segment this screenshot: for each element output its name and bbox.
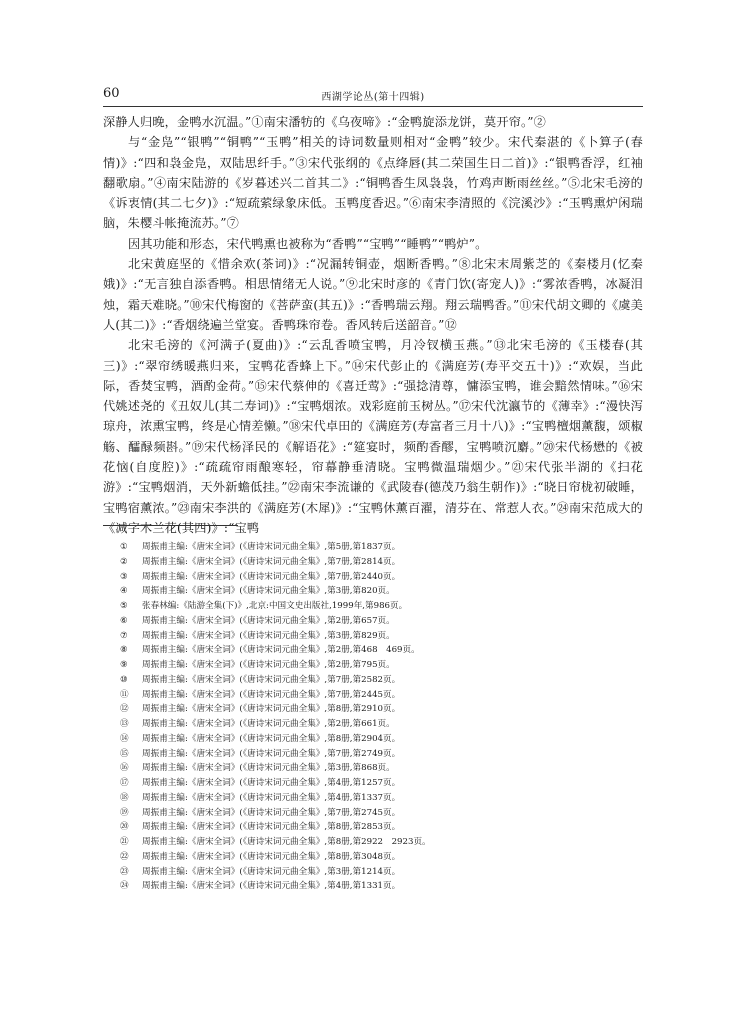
body-text [103, 112, 643, 538]
footnote-text: 周振甫主编:《唐宋全词》(《唐诗宋词元曲全集》,第4册,第1331页。 [142, 881, 401, 892]
footnote-marker: ⑰ [120, 778, 129, 788]
footnote-text: 周振甫主编:《唐宋全词》(《唐诗宋词元曲全集》,第2册,第661页。 [142, 719, 395, 729]
footnote-item [120, 820, 640, 835]
footnote-marker: ⑩ [120, 674, 128, 685]
footnote-item [120, 629, 640, 644]
footnote-marker: ⑥ [120, 615, 128, 626]
footnote-text: 周振甫主编:《唐宋全词》(《唐诗宋词元曲全集》,第7册,第2445页。 [142, 689, 401, 700]
footnote-item [120, 599, 640, 614]
footnote-item [120, 850, 640, 865]
footnote-marker: ㉓ [120, 866, 129, 877]
footnote-marker: ⑯ [120, 763, 129, 774]
footnote-item [120, 761, 640, 776]
paragraph: 因其功能和形态，宋代鸭熏也被称为“香鸭”“宝鸭”“睡鸭”“鸭炉”。 [128, 236, 488, 251]
footnote-text: 周振甫主编:《唐宋全词》(《唐诗宋词元曲全集》,第3册,第829页。 [142, 630, 395, 641]
footnote-item [120, 614, 640, 629]
running-title: 西湖学论丛(第十四辑) [321, 92, 425, 103]
footnote-item [120, 643, 640, 658]
footnote-text: 周振甫主编:《唐宋全词》(《唐诗宋词元曲全集》,第4册,第1337页。 [142, 792, 401, 803]
footnote-item [120, 791, 640, 806]
footnote-item [120, 658, 640, 673]
page-number: 60 [103, 86, 120, 101]
footnote-item [120, 776, 640, 791]
footnote-text: 周振甫主编:《唐宋全词》(《唐诗宋词元曲全集》,第8册,第2853页。 [142, 822, 401, 833]
footnote-marker: ㉒ [120, 851, 129, 862]
footnote-marker: ㉔ [120, 881, 129, 892]
paragraph: 与“金凫”“银鸭”“铜鸭”“玉鸭”相关的诗词数量则相对“金鸭”较少。宋代秦湛的《卜算子(春情)》:“四和袅金凫，双陆思纤手。”③宋代张纲的《点绛唇(其二荣国生日二首)》:“银鸭香浮，红袖翻歌扇。”④南宋陆游的《岁暮述兴二首其二》:“铜鸭香生凤袅袅，竹鸡声断雨丝丝。”⑤北宋毛滂的《诉衷情(其二七夕)》:“短疏萦绿象床低。玉鸭度香迟。”⑥南宋李清照的《浣溪沙》:“玉鸭熏炉闲瑞脑，朱樱斗帐掩流苏。”⑦ [103, 135, 643, 231]
footnote-item [120, 747, 640, 762]
footnote-marker: ⑬ [120, 719, 129, 729]
footnote-text: 周振甫主编:《唐宋全词》(《唐诗宋词元曲全集》,第7册,第2440页。 [142, 571, 401, 582]
footnote-marker: ㉑ [120, 837, 129, 847]
footnote-marker: ① [120, 542, 128, 552]
footnote-marker: ⑲ [120, 807, 129, 818]
footnote-item [120, 732, 640, 747]
footnote-marker: ⑧ [120, 645, 128, 656]
footnote-item [120, 806, 640, 821]
footnote-marker: ⑪ [120, 689, 129, 700]
footnote-marker: ⑳ [120, 822, 129, 833]
footnote-marker: ⑤ [120, 601, 128, 611]
footnote-item [120, 717, 640, 732]
footnote-text: 周振甫主编:《唐宋全词》(《唐诗宋词元曲全集》,第2册,第468 469页。 [142, 645, 420, 656]
footnote-text: 周振甫主编:《唐宋全词》(《唐诗宋词元曲全集》,第7册,第2749页。 [142, 748, 401, 759]
footnote-marker: ④ [120, 586, 128, 597]
footnote-text: 周振甫主编:《唐宋全词》(《唐诗宋词元曲全集》,第4册,第1257页。 [142, 778, 401, 788]
footnote-text: 周振甫主编:《唐宋全词》(《唐诗宋词元曲全集》,第3册,第820页。 [142, 586, 395, 597]
footnote-text: 周振甫主编:《唐宋全词》(《唐诗宋词元曲全集》,第7册,第2745页。 [142, 807, 401, 818]
footnote-list [120, 540, 640, 894]
footnote-marker: ⑮ [120, 748, 129, 759]
footnote-text: 张春林编:《陆游全集(下)》,北京:中国文史出版社,1999年,第986页。 [142, 601, 408, 611]
footnote-item [120, 555, 640, 570]
footnote-item [120, 688, 640, 703]
paragraph: 北宋黄庭坚的《惜余欢(茶词)》:“况漏转铜壶，烟断香鸭。”⑧北宋末周紫芝的《秦楼月(忆秦娥)》:“无言独自添香鸭。相思情绪无人说。”⑨北宋时彦的《青门饮(寄宠人)》:“雾浓香鸭，冰凝泪烛，霜天难晓。”⑩宋代梅窗的《菩萨蛮(其五)》:“香鸭瑞云翔。翔云瑞鸭香。”⑪宋代胡文卿的《虞美人(其二)》:“香烟绕遍兰堂宴。香鸭珠帘卷。香风转后送韶音。”⑫ [103, 257, 643, 332]
footnote-item [120, 673, 640, 688]
footnote-text: 周振甫主编:《唐宋全词》(《唐诗宋词元曲全集》,第8册,第2904页。 [142, 733, 401, 744]
footnote-item [120, 540, 640, 555]
footnote-text: 周振甫主编:《唐宋全词》(《唐诗宋词元曲全集》,第7册,第2582页。 [142, 674, 401, 685]
footnote-marker: ⑭ [120, 733, 129, 744]
footnote-text: 周振甫主编:《唐宋全词》(《唐诗宋词元曲全集》,第8册,第2910页。 [142, 704, 401, 715]
paragraph: 北宋毛滂的《河满子(夏曲)》:“云乱香喷宝鸭，月冷钗横玉燕。”⑬北宋毛滂的《玉楼春(其三)》:“翠帘绣暖燕归来，宝鸭花香蜂上下。”⑭宋代彭止的《满庭芳(寿平交五十)》:“欢娱，当此际，香焚宝鸭，酒酌金荷。”⑮宋代蔡伸的《喜迁莺》:“强捻清尊，慵添宝鸭，谁会黯然情味。”⑯宋代姚述尧的《丑奴儿(其二寿词)》:“宝鸭烟浓。戏彩庭前玉树丛。”⑰宋代沈瀛节的《薄幸》:“漫快泻琼舟，浓熏宝鸭，终是心情差懒。”⑱宋代卓田的《满庭芳(寿富者三月十八)》:“宝鸭檀烟薰馥，颂椒觞、醽醁频斟。”⑲宋代杨泽民的《解语花》:“筵宴时，频酌香醪，宝鸭喷沉麝。”⑳宋代杨懋的《被花恼(自度腔)》:“疏疏帘雨酿寒轻，帘幕静垂清晓。宝鸭微温瑞烟少。”㉑宋代张半湖的《扫花游》:“宝鸭烟消，天外新蟾低挂。”㉒南宋李流谦的《武陵春(德茂乃翁生朝作)》:“晓日帘栊初破睡，宝鸭宿薰浓。”㉓南宋李洪的《满庭芳(木犀)》:“宝鸭休薰百濯，清芬在、常惹人衣。”㉔南宋范成大的《减字木兰花(其四)》:“宝鸭 [103, 338, 643, 535]
footnote-item [120, 702, 640, 717]
footnote-marker: ③ [120, 571, 128, 582]
footnote-item [120, 570, 640, 585]
page-header [103, 86, 643, 106]
footnote-item [120, 835, 640, 850]
footnote-item [120, 879, 640, 894]
footnote-marker: ⑦ [120, 630, 128, 641]
footnote-marker: ② [120, 556, 128, 567]
footnote-text: 周振甫主编:《唐宋全词》(《唐诗宋词元曲全集》,第5册,第1837页。 [142, 542, 401, 552]
footnote-item [120, 865, 640, 880]
footnote-text: 周振甫主编:《唐宋全词》(《唐诗宋词元曲全集》,第3册,第1214页。 [142, 866, 401, 877]
footnote-text: 周振甫主编:《唐宋全词》(《唐诗宋词元曲全集》,第8册,第3048页。 [142, 851, 401, 862]
footnote-text: 周振甫主编:《唐宋全词》(《唐诗宋词元曲全集》,第8册,第2922 2923页。 [142, 837, 431, 847]
header-rule [103, 106, 643, 107]
footnote-text: 周振甫主编:《唐宋全词》(《唐诗宋词元曲全集》,第2册,第795页。 [142, 660, 395, 670]
footnote-rule [103, 525, 238, 526]
footnote-item [120, 584, 640, 599]
footnote-marker: ⑨ [120, 660, 128, 670]
footnote-text: 周振甫主编:《唐宋全词》(《唐诗宋词元曲全集》,第7册,第2814页。 [142, 556, 401, 567]
footnote-text: 周振甫主编:《唐宋全词》(《唐诗宋词元曲全集》,第2册,第657页。 [142, 615, 395, 626]
footnote-text: 周振甫主编:《唐宋全词》(《唐诗宋词元曲全集》,第3册,第868页。 [142, 763, 395, 774]
footnote-marker: ⑱ [120, 792, 129, 803]
paragraph: 深静人归晚，金鸭水沉温。”①南宋潘牥的《乌夜啼》:“金鸭旋添龙饼，莫开帘。”② [103, 115, 547, 129]
footnote-marker: ⑫ [120, 704, 129, 715]
